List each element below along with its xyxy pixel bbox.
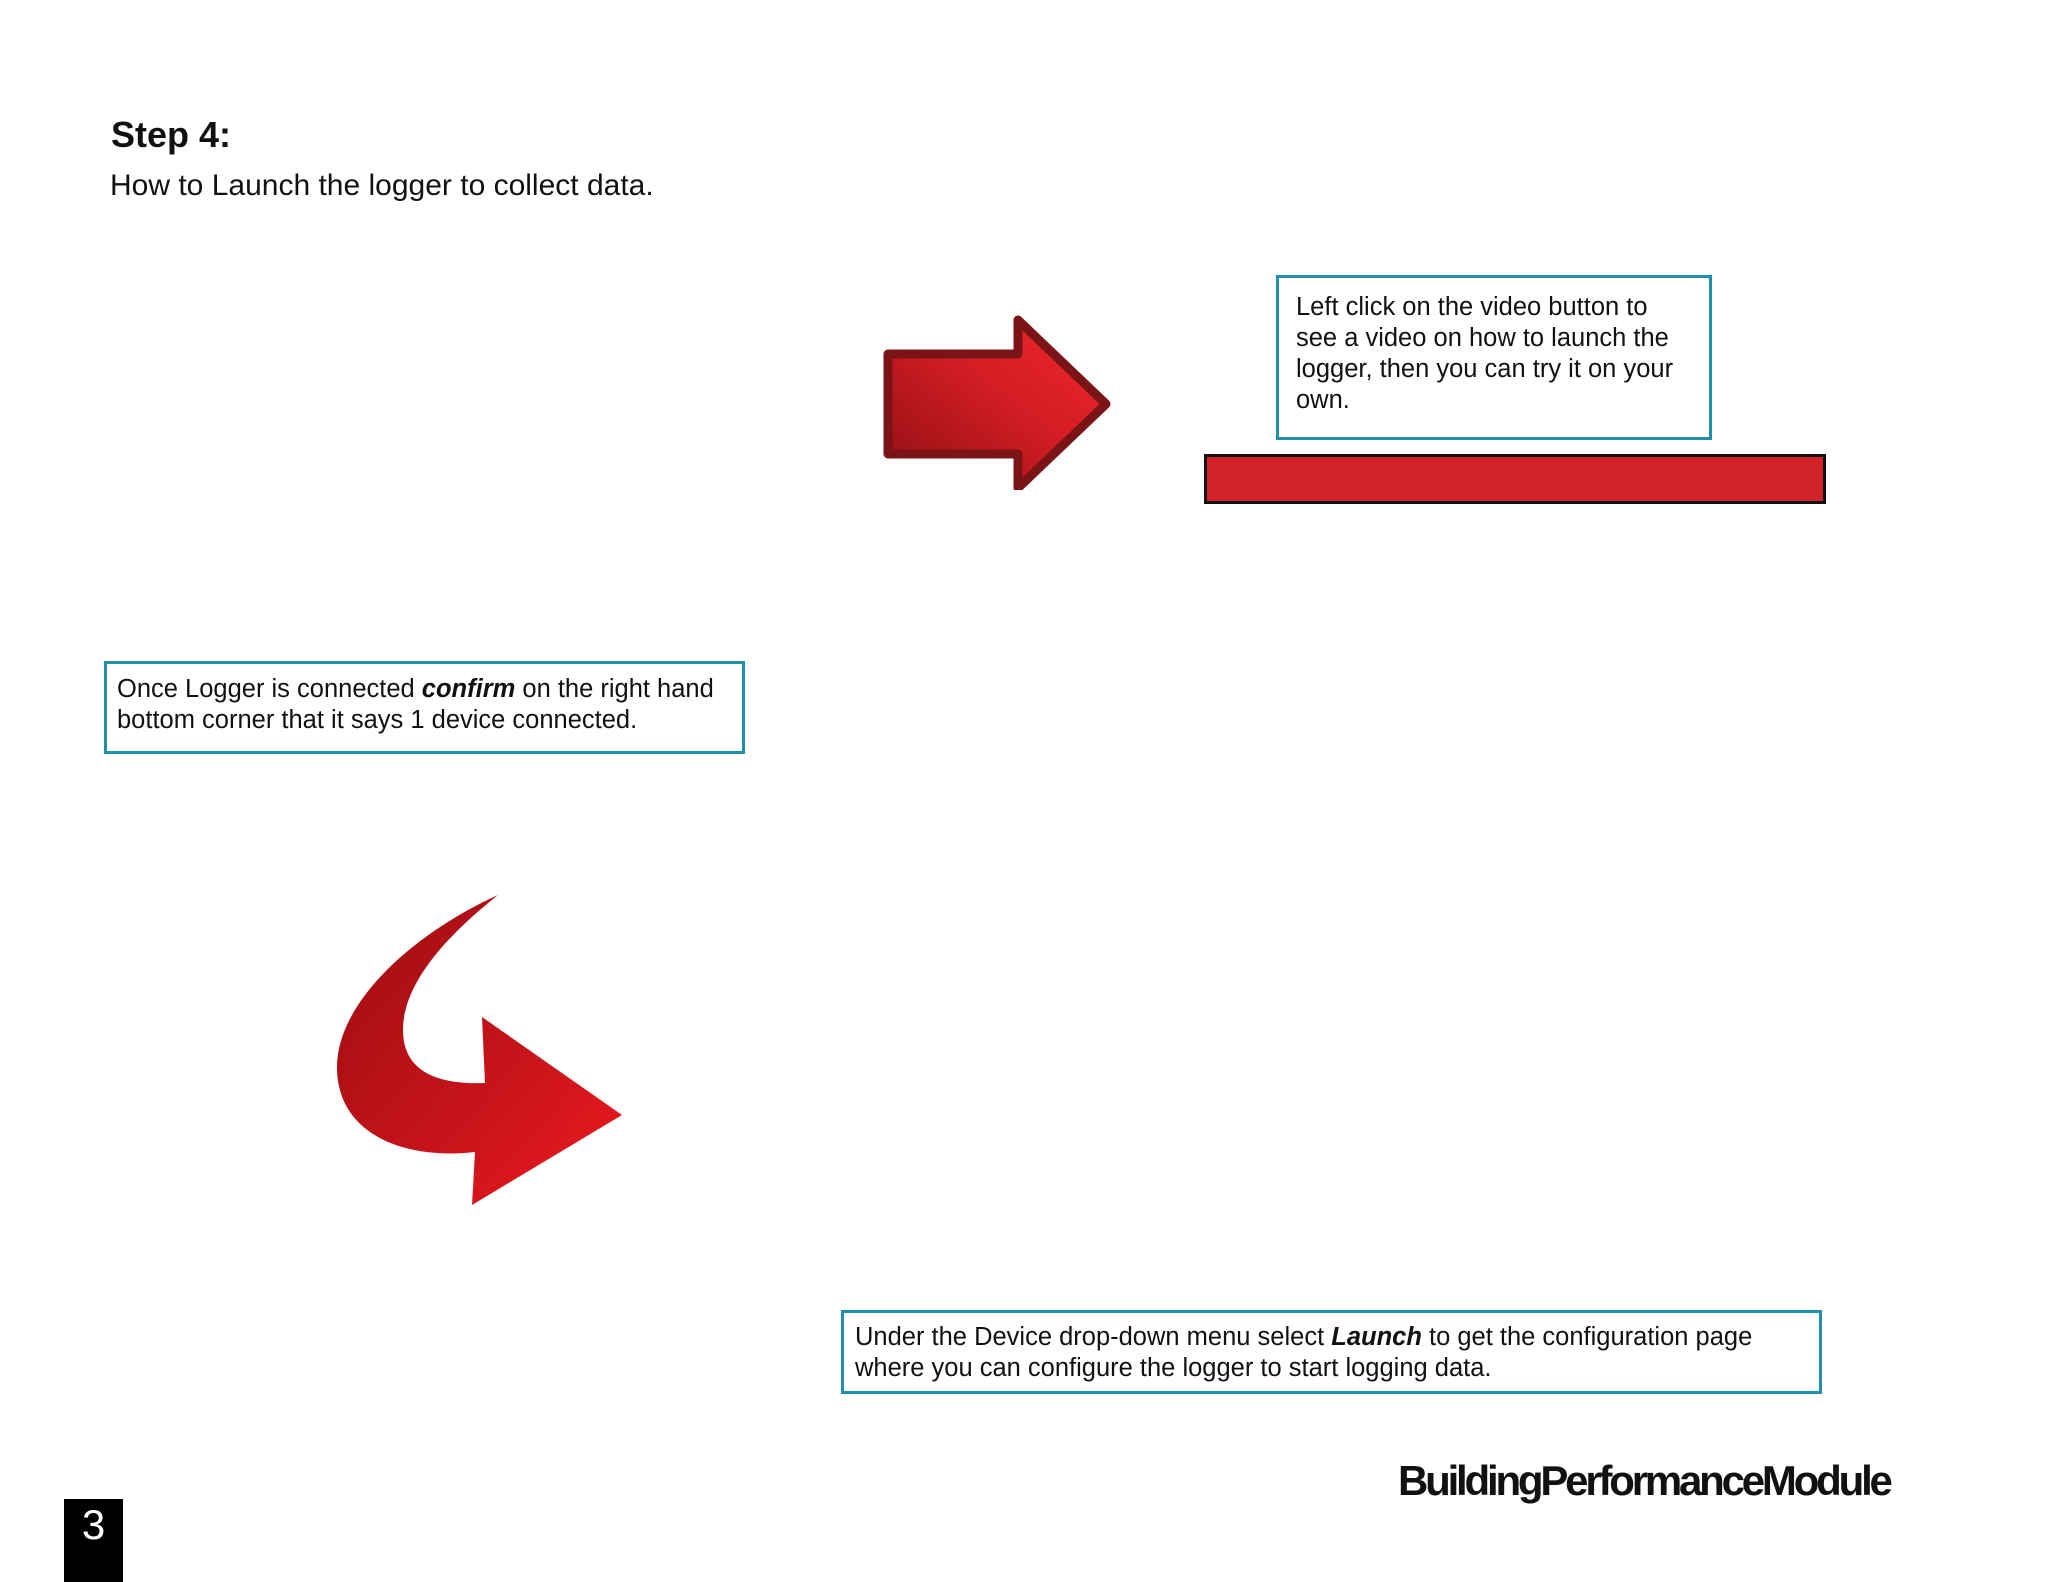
curved-arrow-icon (325, 890, 625, 1208)
launch-callout-text-start: Under the Device drop-down menu select (855, 1323, 1332, 1351)
launch-callout-text-end: to get the configuration page where you can configure the logger to start logging data. (855, 1323, 1753, 1382)
launch-callout-emphasis: Launch (1331, 1323, 1422, 1351)
page-subtitle: How to Launch the logger to collect data. (110, 169, 654, 202)
video-instruction-text: Left click on the video button to see a video on how to launch the logger, then you can try it on your own. (1296, 293, 1674, 414)
video-instruction-callout (1276, 275, 1712, 440)
video-button[interactable] (1204, 454, 1826, 504)
logger-callout-text-start: Once Logger is connected (117, 675, 422, 703)
page-title: Step 4: (111, 114, 232, 155)
logger-connected-callout (104, 661, 745, 754)
launch-instruction-callout (841, 1310, 1822, 1394)
arrow-right-icon (880, 312, 1116, 490)
logger-callout-text-end: on the right hand bottom corner that it says 1 device connected. (117, 675, 714, 734)
brand-logo: BuildingPerformanceModule (1398, 1457, 1890, 1504)
logger-callout-emphasis: confirm (421, 675, 516, 703)
page-number: 3 (64, 1499, 123, 1582)
